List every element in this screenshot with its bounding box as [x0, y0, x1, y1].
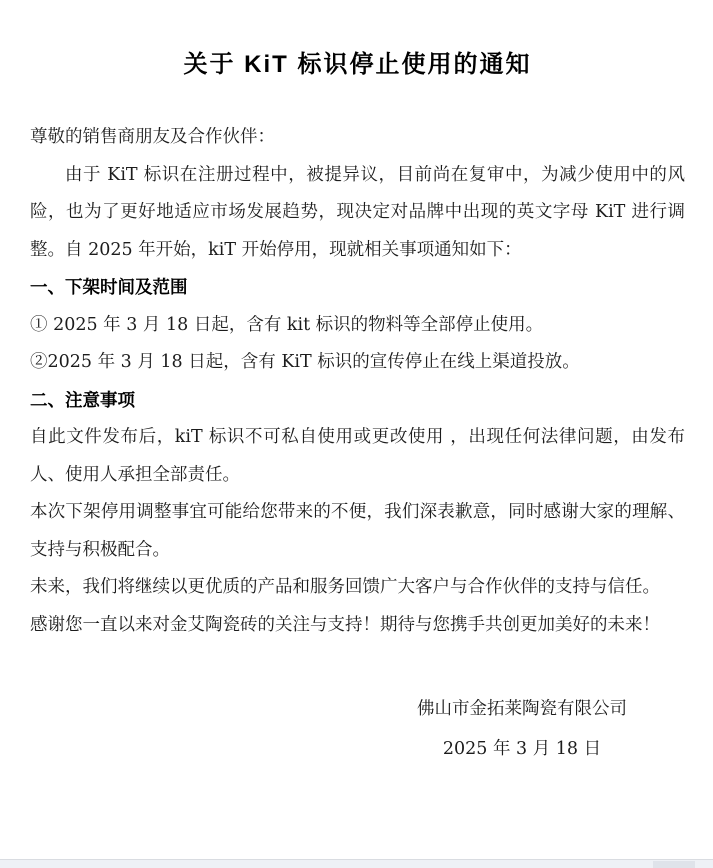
- salutation-line: 尊敬的销售商朋友及合作伙伴：: [30, 127, 275, 147]
- signature-block: [417, 689, 627, 769]
- section2-heading: 二、注意事项: [30, 389, 135, 410]
- intro-paragraph: 由于 KiT 标识在注册过程中，被提异议，目前尚在复审中，为减少使用中的风险，也为了更好地适应市场发展趋势，现决定对品牌中出现的英文字母 KiT 进行调整。自 2025 年开始，kiT 开始停用，现就相关事项通知如下：: [30, 164, 685, 260]
- list-item: ① 2025 年 3 月 18 日起，含有 kit 标识的物料等全部停止使用。: [30, 314, 544, 335]
- thanks-paragraph: 感谢您一直以来对金艾陶瓷砖的关注与支持！期待与您携手共创更加美好的未来！: [30, 614, 660, 635]
- notice-paragraph: 自此文件发布后，kiT 标识不可私自使用或更改使用 ，出现任何法律问题，由发布人、使用人承担全部责任。: [30, 427, 685, 485]
- list-item: ②2025 年 3 月 18 日起，含有 KiT 标识的宣传停止在线上渠道投放。: [30, 352, 580, 372]
- document-title: 关于 KiT 标识停止使用的通知: [183, 51, 532, 78]
- apology-paragraph: 本次下架停用调整事宜可能给您带来的不便，我们深表歉意，同时感谢大家的理解、支持与积极配合。: [30, 502, 685, 560]
- section1-heading: 一、下架时间及范围: [30, 277, 188, 297]
- taskbar-item-hint: [653, 861, 695, 868]
- company-name: 佛山市金拓莱陶瓷有限公司: [417, 699, 627, 719]
- taskbar-edge[interactable]: [0, 859, 713, 868]
- future-paragraph: 未来，我们将继续以更优质的产品和服务回馈广大客户与合作伙伴的支持与信任。: [30, 577, 660, 597]
- signature-date: 2025 年 3 月 18 日: [442, 739, 602, 759]
